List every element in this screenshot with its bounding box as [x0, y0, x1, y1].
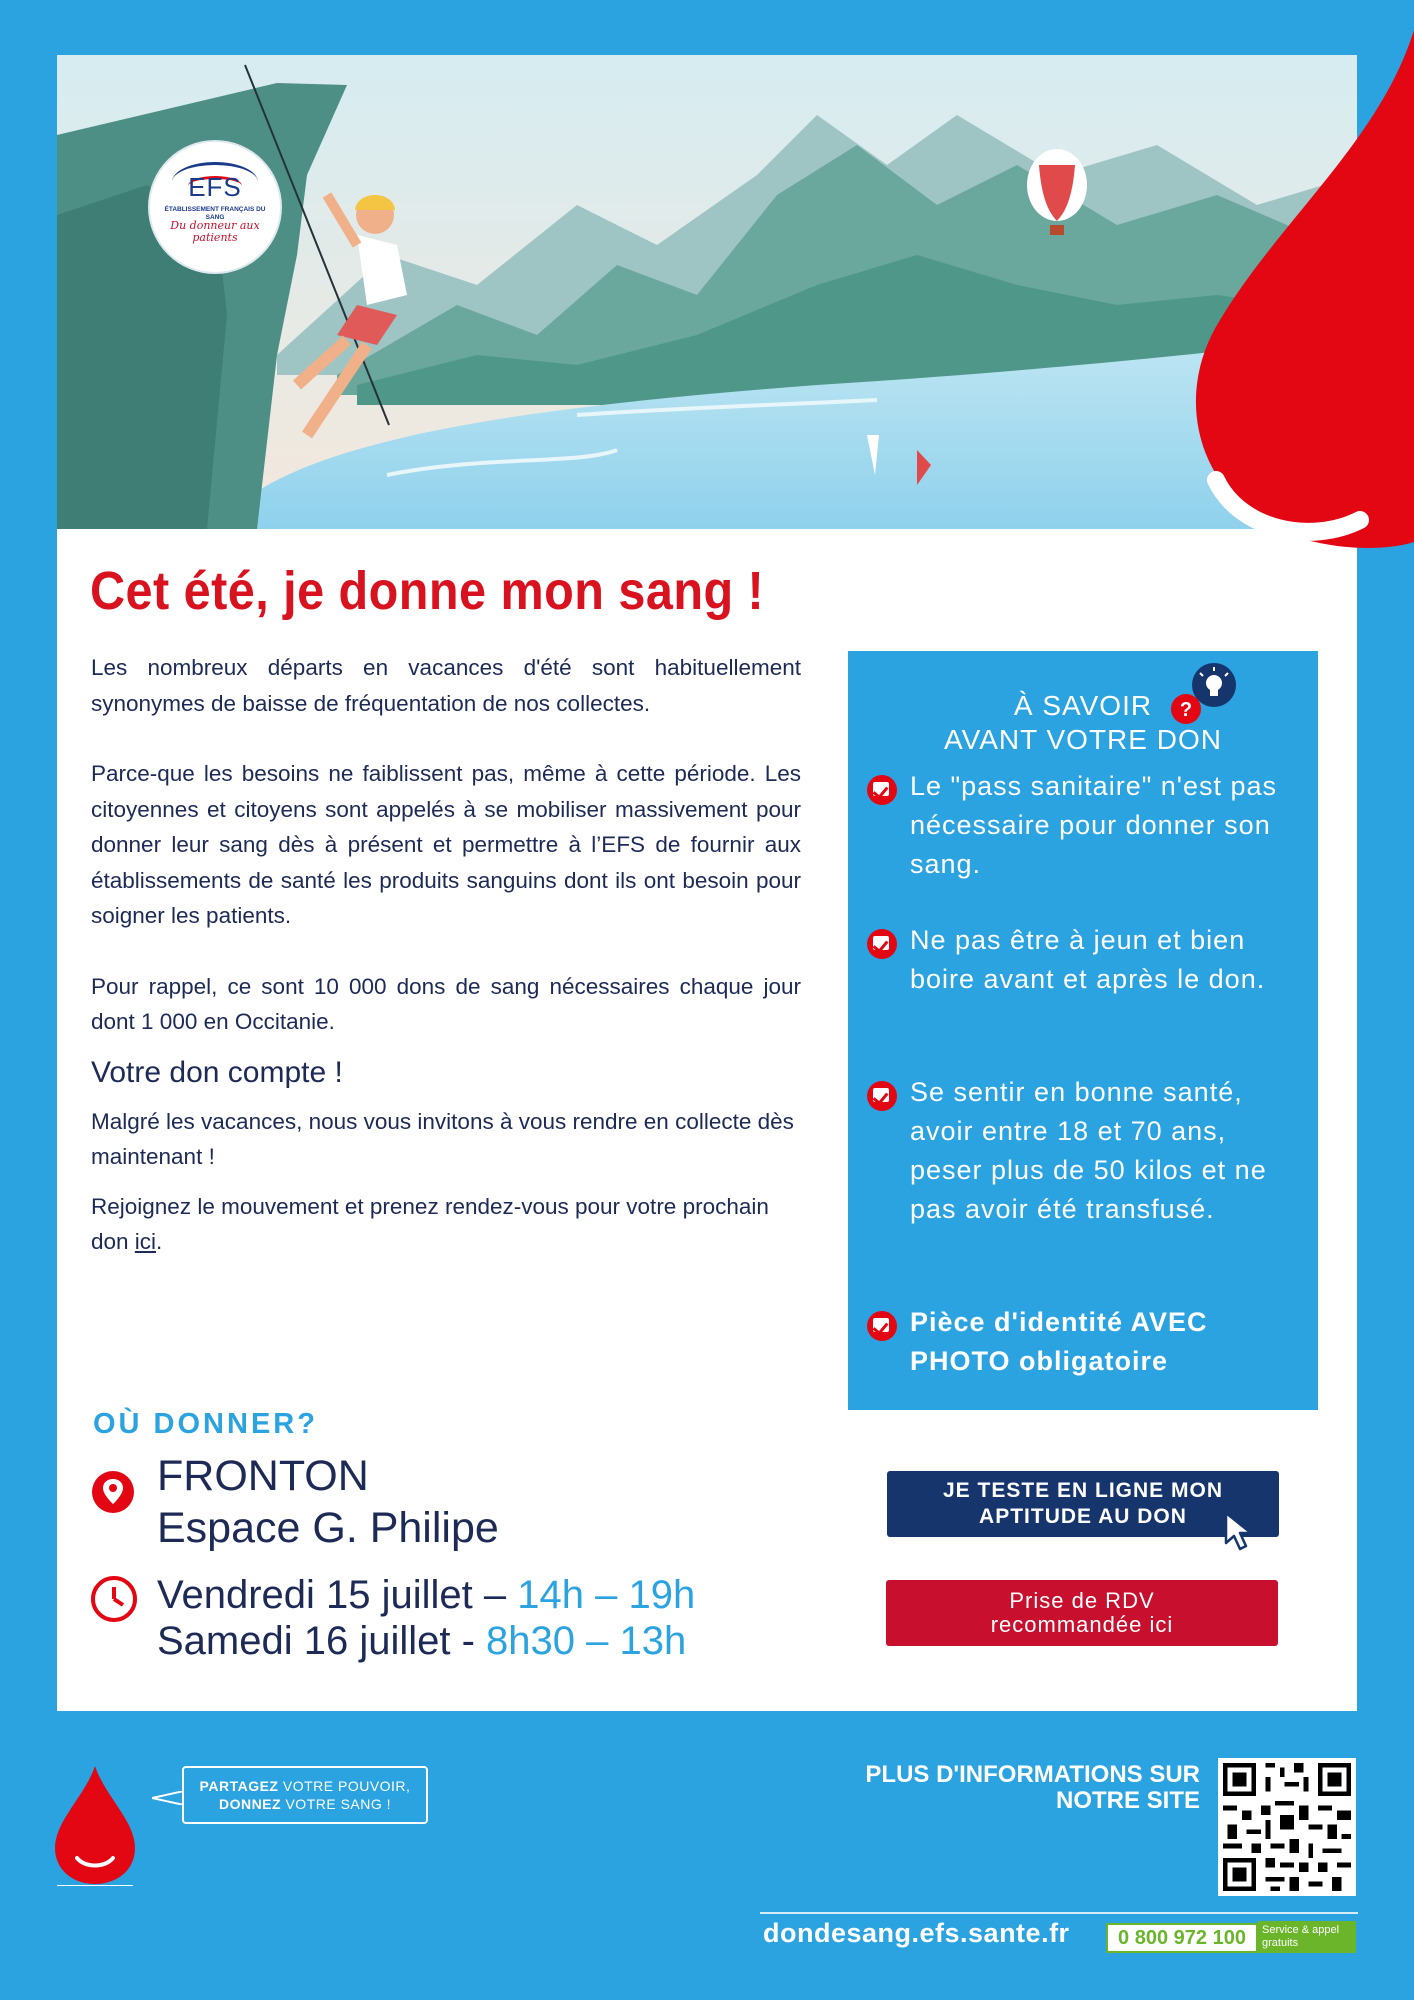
- intro-paragraph-1: Les nombreux départs en vacances d'été sont habituellement synonymes de baisse de fréquentation de nos collectes.: [91, 655, 801, 716]
- savoir-item-jeun: [910, 921, 1302, 999]
- schedule-day-2: [157, 1618, 695, 1664]
- footer-divider: [760, 1912, 1358, 1914]
- checkbox-icon: [867, 1311, 897, 1341]
- savoir-title-line-1: À SAVOIR: [1013, 690, 1153, 721]
- small-blood-drop-icon: [55, 1766, 135, 1886]
- appointment-label-1: Prise de RDV: [1009, 1588, 1155, 1613]
- savoir-panel: [848, 651, 1318, 1410]
- lightbulb-question-icon: [1170, 659, 1236, 725]
- slogan-rest-2: VOTRE SANG !: [281, 1796, 392, 1812]
- location-pin-icon: [91, 1470, 135, 1514]
- intro-paragraph-3: Pour rappel, ce sont 10 000 dons de sang nécessaires chaque jour dont 1 000 en Occitanie.: [91, 973, 801, 1034]
- more-info-line-1: PLUS D'INFORMATIONS SUR: [865, 1761, 1200, 1788]
- savoir-item-identite-text: Pièce d'identité AVEC PHOTO obligatoire: [910, 1307, 1208, 1376]
- logo-organisation: ÉTABLISSEMENT FRANÇAIS DU SANG: [164, 206, 266, 221]
- savoir-item-sante: [910, 1073, 1302, 1229]
- clock-icon: [91, 1576, 137, 1622]
- aptitude-test-button[interactable]: [887, 1471, 1279, 1537]
- location: [157, 1450, 499, 1554]
- cursor-icon: [1222, 1511, 1258, 1553]
- day-2-label: Samedi 16 juillet -: [157, 1619, 487, 1663]
- location-city: FRONTON: [157, 1452, 369, 1500]
- website-link[interactable]: dondesang.efs.sante.fr: [763, 1918, 1070, 1948]
- savoir-title-line-2: AVANT VOTRE DON: [944, 724, 1222, 755]
- intro-paragraph-5-text: Rejoignez le mouvement et prenez rendez-vous pour votre prochain don: [91, 1193, 769, 1254]
- aptitude-test-label-1: JE TESTE EN LIGNE MON: [942, 1479, 1224, 1502]
- svg-text:?: ?: [1179, 699, 1193, 721]
- appointment-button[interactable]: [886, 1580, 1278, 1646]
- phone-number[interactable]: 0 800 972 100: [1106, 1923, 1258, 1953]
- qr-code[interactable]: [1218, 1758, 1356, 1896]
- savoir-item-pass: [910, 767, 1302, 884]
- hero-illustration: [57, 55, 1357, 529]
- appointment-label-2: recommandée ici: [990, 1612, 1174, 1637]
- slogan-line-2: [184, 1795, 426, 1813]
- blood-drop-icon: [1180, 30, 1414, 550]
- more-info-line-2: NOTRE SITE: [1055, 1787, 1200, 1814]
- checkbox-icon: [867, 929, 897, 959]
- page-title: Cet été, je donne mon sang !: [90, 561, 765, 621]
- subhead: Votre don compte !: [91, 1055, 343, 1089]
- appointment-link[interactable]: ici: [134, 1229, 157, 1254]
- intro-text: [91, 650, 801, 1274]
- day-2-hours: 8h30 – 13h: [486, 1619, 687, 1663]
- savoir-item-jeun-text: Ne pas être à jeun et bien boire avant et après le don.: [910, 925, 1266, 994]
- efs-logo: [150, 142, 280, 272]
- intro-paragraph-5: [91, 1189, 801, 1260]
- location-venue: Espace G. Philipe: [157, 1504, 499, 1552]
- where-heading: OÙ DONNER?: [93, 1408, 318, 1440]
- schedule-day-1: [157, 1572, 695, 1618]
- checkbox-icon: [867, 1081, 897, 1111]
- logo-acronym: EFS: [188, 172, 242, 202]
- savoir-title: [848, 689, 1318, 757]
- intro-paragraph-5-end: .: [156, 1229, 163, 1254]
- content-card: [57, 55, 1357, 1711]
- slogan-line-1: [184, 1777, 426, 1795]
- savoir-item-identite: [910, 1303, 1302, 1381]
- slogan-rest-1: VOTRE POUVOIR,: [278, 1778, 411, 1794]
- intro-paragraph-2: Parce-que les besoins ne faiblissent pas, même à cette période. Les citoyennes et citoyens sont appelés à se mobiliser massivement pour donner leur sang dès à présent et permettre à l’EFS de fournir aux établissements de santé les produits sanguins dont ils ont besoin pour soigner les patients.: [91, 761, 801, 928]
- intro-paragraph-4: Malgré les vacances, nous vous invitons à vous rendre en collecte dès maintenant !: [91, 1108, 794, 1169]
- more-info: [780, 1762, 1200, 1814]
- aptitude-test-label-2: APTITUDE AU DON: [979, 1505, 1187, 1528]
- slogan-bold-2: DONNEZ: [218, 1796, 282, 1812]
- day-1-hours: 14h – 19h: [517, 1573, 696, 1617]
- logo-tagline: Du donneur aux patients: [170, 219, 260, 244]
- schedule: [157, 1572, 695, 1664]
- checkbox-icon: [867, 775, 897, 805]
- speech-tail-icon: [152, 1791, 184, 1805]
- day-1-label: Vendredi 15 juillet –: [157, 1573, 518, 1617]
- slogan-bold-1: PARTAGEZ: [199, 1778, 279, 1794]
- savoir-item-sante-text: Se sentir en bonne santé, avoir entre 18 et 70 ans, peser plus de 50 kilos et ne pas avoir été transfusé.: [910, 1077, 1267, 1224]
- phone-service-tag: Service & appel gratuits: [1258, 1921, 1356, 1953]
- slogan-bubble: [182, 1766, 428, 1824]
- savoir-item-pass-text: Le "pass sanitaire" n'est pas nécessaire pour donner son sang.: [910, 771, 1278, 879]
